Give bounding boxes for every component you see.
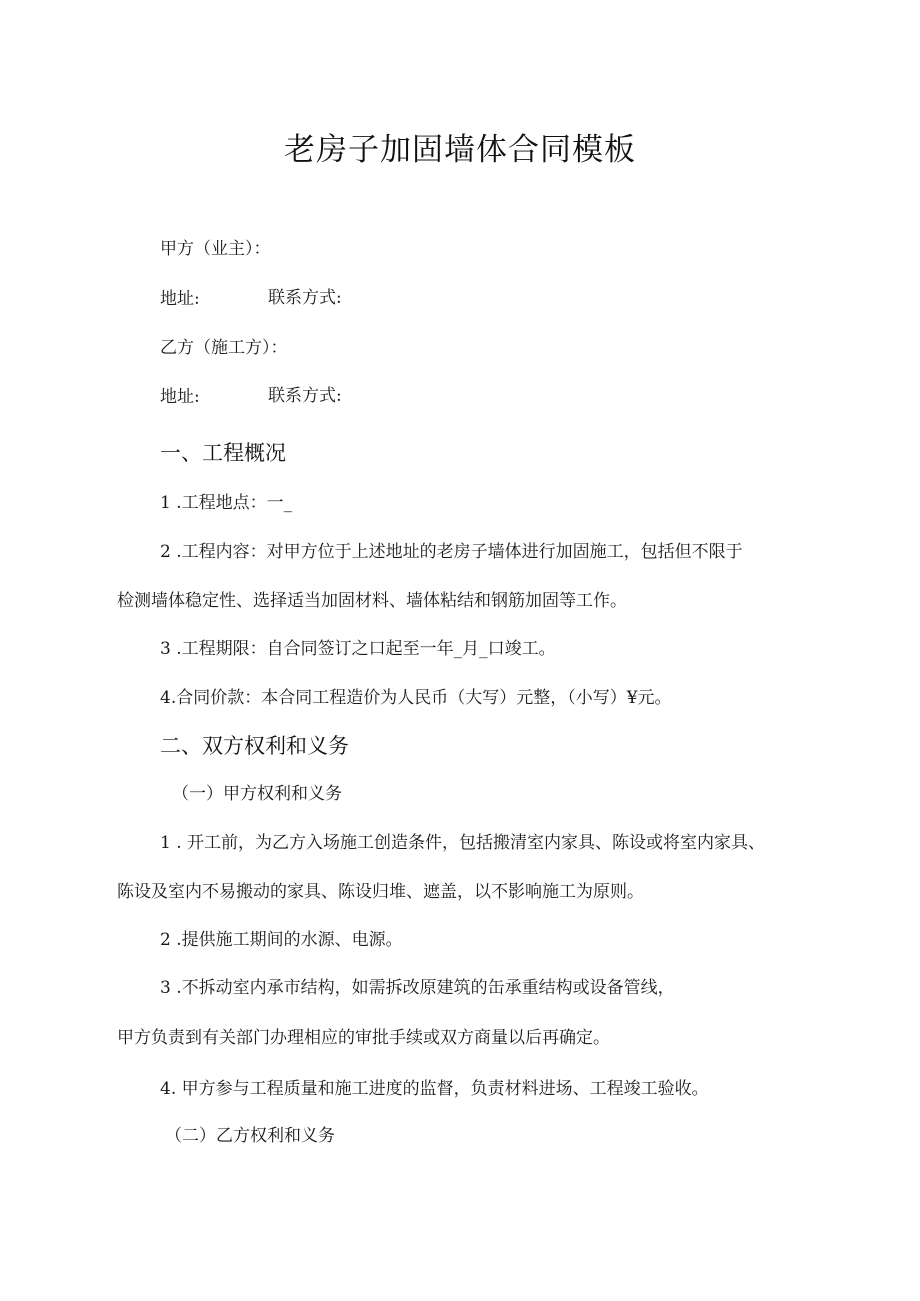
party-a-address-label: 地址: [160,289,200,309]
section-1-item-2-line-2: 检测墙体稳定性、选择适当加固材料、墙体粘结和钢筋加固等工作。 [117,591,627,611]
party-a-duty-1-line-2: 陈设及室内不易搬动的家具、陈设归堆、遮盖，以不影响施工为原则。 [117,882,644,902]
party-a-duty-3-line-2: 甲方负责到有关部门办理相应的审批手续或双方商量以后再确定。 [117,1028,610,1048]
party-a-contact-label: 联系方式: [268,288,342,308]
section-1-item-4: 4.合同价款：本合同工程造价为人民币（大写）元整，（小写）¥元。 [160,688,672,708]
section-1-item-3: 3 .工程期限：自合同签订之口起至一年_月_口竣工。 [160,639,556,659]
section-1-heading: 一、工程概况 [160,441,286,465]
party-b-label: 乙方（施工方）： [160,338,288,358]
party-b-contact-label: 联系方式: [268,386,342,406]
section-2-subheading-2: （二）乙方权利和义务 [165,1126,335,1146]
party-a-duty-4: 4. 甲方参与工程质量和施工进度的监督，负责材料进场、工程竣工验收。 [160,1079,709,1099]
document-title: 老房子加固墙体合同模板 [284,132,636,168]
party-b-address-label: 地址: [160,387,200,407]
section-2-heading: 二、双方权利和义务 [160,734,349,758]
section-1-item-2-line-1: 2 .工程内容：对甲方位于上述地址的老房子墙体进行加固施工，包括但不限于 [160,542,743,562]
section-1-item-1: 1 .工程地点：一_ [160,493,293,513]
party-a-duty-1-line-1: 1 . 开工前，为乙方入场施工创造条件，包括搬清室内家具、陈设或将室内家具、 [160,833,766,853]
section-2-subheading-1: （一）甲方权利和义务 [172,784,342,804]
party-a-duty-3-line-1: 3 .不拆动室内承市结构，如需拆改原建筑的缶承重结构或设备管线， [160,978,675,998]
party-a-duty-2: 2 .提供施工期间的水源、电源。 [160,930,403,950]
party-a-label: 甲方（业主）： [160,239,271,259]
